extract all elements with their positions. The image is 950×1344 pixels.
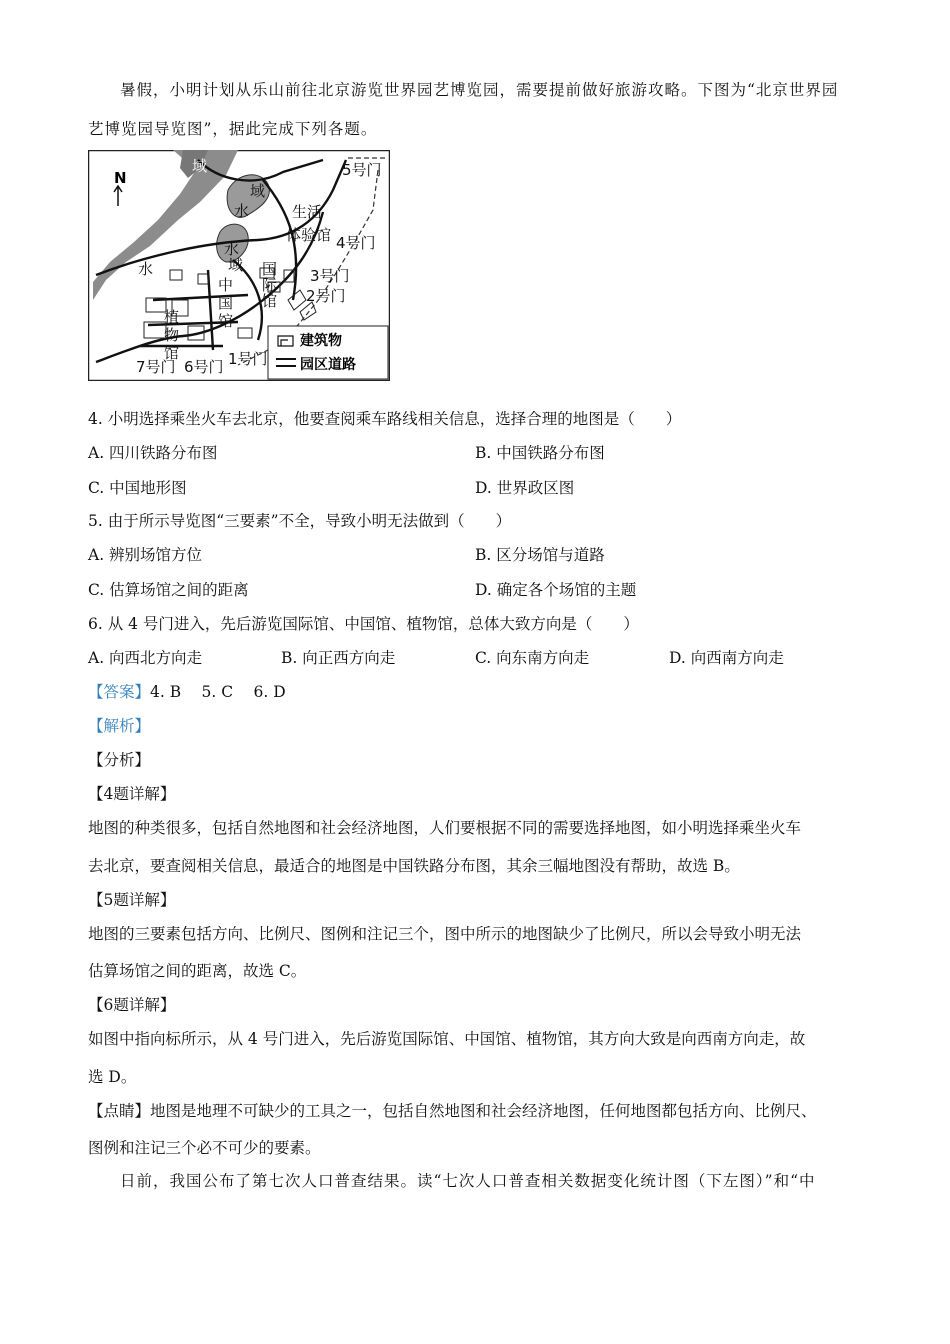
expo-guide-map — [88, 150, 390, 381]
q4-option-d: D. 世界政区图 — [475, 479, 575, 497]
q6-option-b: B. 向正西方向走 — [281, 649, 396, 667]
label-gate-3: 3号门 — [310, 267, 350, 285]
label-yu-top: 域 — [192, 157, 208, 175]
label-china-2: 国 — [218, 294, 234, 312]
label-plant-2: 物 — [164, 326, 180, 344]
north-label: N — [114, 169, 127, 187]
label-water-center: 水 — [224, 240, 240, 258]
answer-text: 4. B 5. C 6. D — [150, 683, 286, 701]
question-5-stem: 5. 由于所示导览图“三要素”不全，导致小明无法做到（ ） — [88, 512, 512, 530]
label-life-1: 生活 — [292, 203, 323, 221]
q4-option-c: C. 中国地形图 — [88, 479, 187, 497]
dianjing-text-1: 地图是地理不可缺少的工具之一，包括自然地图和社会经济地图，任何地图都包括方向、比例尺、 — [150, 1102, 817, 1120]
label-intl-3: 馆 — [262, 292, 278, 310]
label-gate-5: 5号门 — [342, 161, 382, 179]
intro-line-2: 艺博览园导览图”，据此完成下列各题。 — [88, 120, 378, 138]
label-intl-2: 际 — [262, 276, 278, 294]
question-6-stem: 6. 从 4 号门进入，先后游览国际馆、中国馆、植物馆，总体大致方向是（ ） — [88, 615, 639, 633]
label-life-2: 体验馆 — [286, 226, 332, 244]
answer-tag: 【答案】 — [88, 683, 151, 701]
q6-detail-line-2: 选 D。 — [88, 1068, 137, 1086]
legend-road-label: 园区道路 — [300, 357, 356, 373]
q4-detail-line-2: 去北京，要查阅相关信息，最适合的地图是中国铁路分布图，其余三幅地图没有帮助，故选 B。 — [88, 857, 740, 875]
dianjing-tag: 【点睛】 — [88, 1102, 151, 1120]
label-china-3: 馆 — [218, 312, 234, 330]
analysis-tag: 【解析】 — [88, 717, 151, 735]
q6-detail-line-1: 如图中指向标所示，从 4 号门进入，先后游览国际馆、中国馆、植物馆，其方向大致是向西南方向走，故 — [88, 1030, 806, 1048]
label-intl-1: 国 — [262, 260, 278, 278]
q5-option-a: A. 辨别场馆方位 — [88, 546, 203, 564]
q6-detail-tag: 【6题详解】 — [88, 996, 176, 1014]
q6-option-a: A. 向西北方向走 — [88, 649, 203, 667]
answer-line — [88, 682, 286, 702]
label-gate-1: 1号门 — [228, 350, 268, 368]
label-gate-7: 7号门 — [136, 358, 176, 376]
q5-option-b: B. 区分场馆与道路 — [475, 546, 605, 564]
q5-detail-line-1: 地图的三要素包括方向、比例尺、图例和注记三个，图中所示的地图缺少了比例尺，所以会导致小明无法 — [88, 925, 802, 943]
label-yu-island: 域 — [250, 182, 266, 200]
dianjing-line-1 — [88, 1101, 817, 1121]
dianjing-line-2: 图例和注记三个必不可少的要素。 — [88, 1139, 321, 1157]
q5-option-d: D. 确定各个场馆的主题 — [475, 581, 637, 599]
label-yu-center: 域 — [228, 256, 244, 274]
label-plant-1: 植 — [164, 308, 180, 326]
label-water-left: 水 — [138, 260, 154, 278]
q4-option-b: B. 中国铁路分布图 — [475, 444, 605, 462]
label-gate-2: 2号门 — [306, 287, 346, 305]
q5-detail-line-2: 估算场馆之间的距离，故选 C。 — [88, 962, 307, 980]
q4-detail-line-1: 地图的种类很多，包括自然地图和社会经济地图，人们要根据不同的需要选择地图，如小明选择乘坐火车 — [88, 819, 802, 837]
q5-option-c: C. 估算场馆之间的距离 — [88, 581, 249, 599]
q4-detail-tag: 【4题详解】 — [88, 785, 176, 803]
label-china-1: 中 — [218, 276, 234, 294]
q5-detail-tag: 【5题详解】 — [88, 891, 176, 909]
next-intro-line: 日前，我国公布了第七次人口普查结果。读“七次人口普查相关数据变化统计图（下左图）”和“中 — [120, 1172, 816, 1190]
intro-line-1: 暑假，小明计划从乐山前往北京游览世界园艺博览园，需要提前做好旅游攻略。下图为“北京世界园 — [120, 81, 839, 99]
q6-option-d: D. 向西南方向走 — [669, 649, 784, 667]
question-4-stem: 4. 小明选择乘坐火车去北京，他要查阅乘车路线相关信息，选择合理的地图是（ ） — [88, 410, 682, 428]
q4-option-a: A. 四川铁路分布图 — [88, 444, 218, 462]
legend-building-label: 建筑物 — [300, 333, 342, 349]
label-gate-6: 6号门 — [184, 358, 224, 376]
label-plant-3: 馆 — [164, 344, 180, 362]
map-legend — [268, 326, 388, 379]
label-gate-4: 4号门 — [336, 234, 376, 252]
q6-option-c: C. 向东南方向走 — [475, 649, 590, 667]
label-water-top: 水 — [234, 202, 250, 220]
fenxi-tag: 【分析】 — [88, 751, 151, 769]
